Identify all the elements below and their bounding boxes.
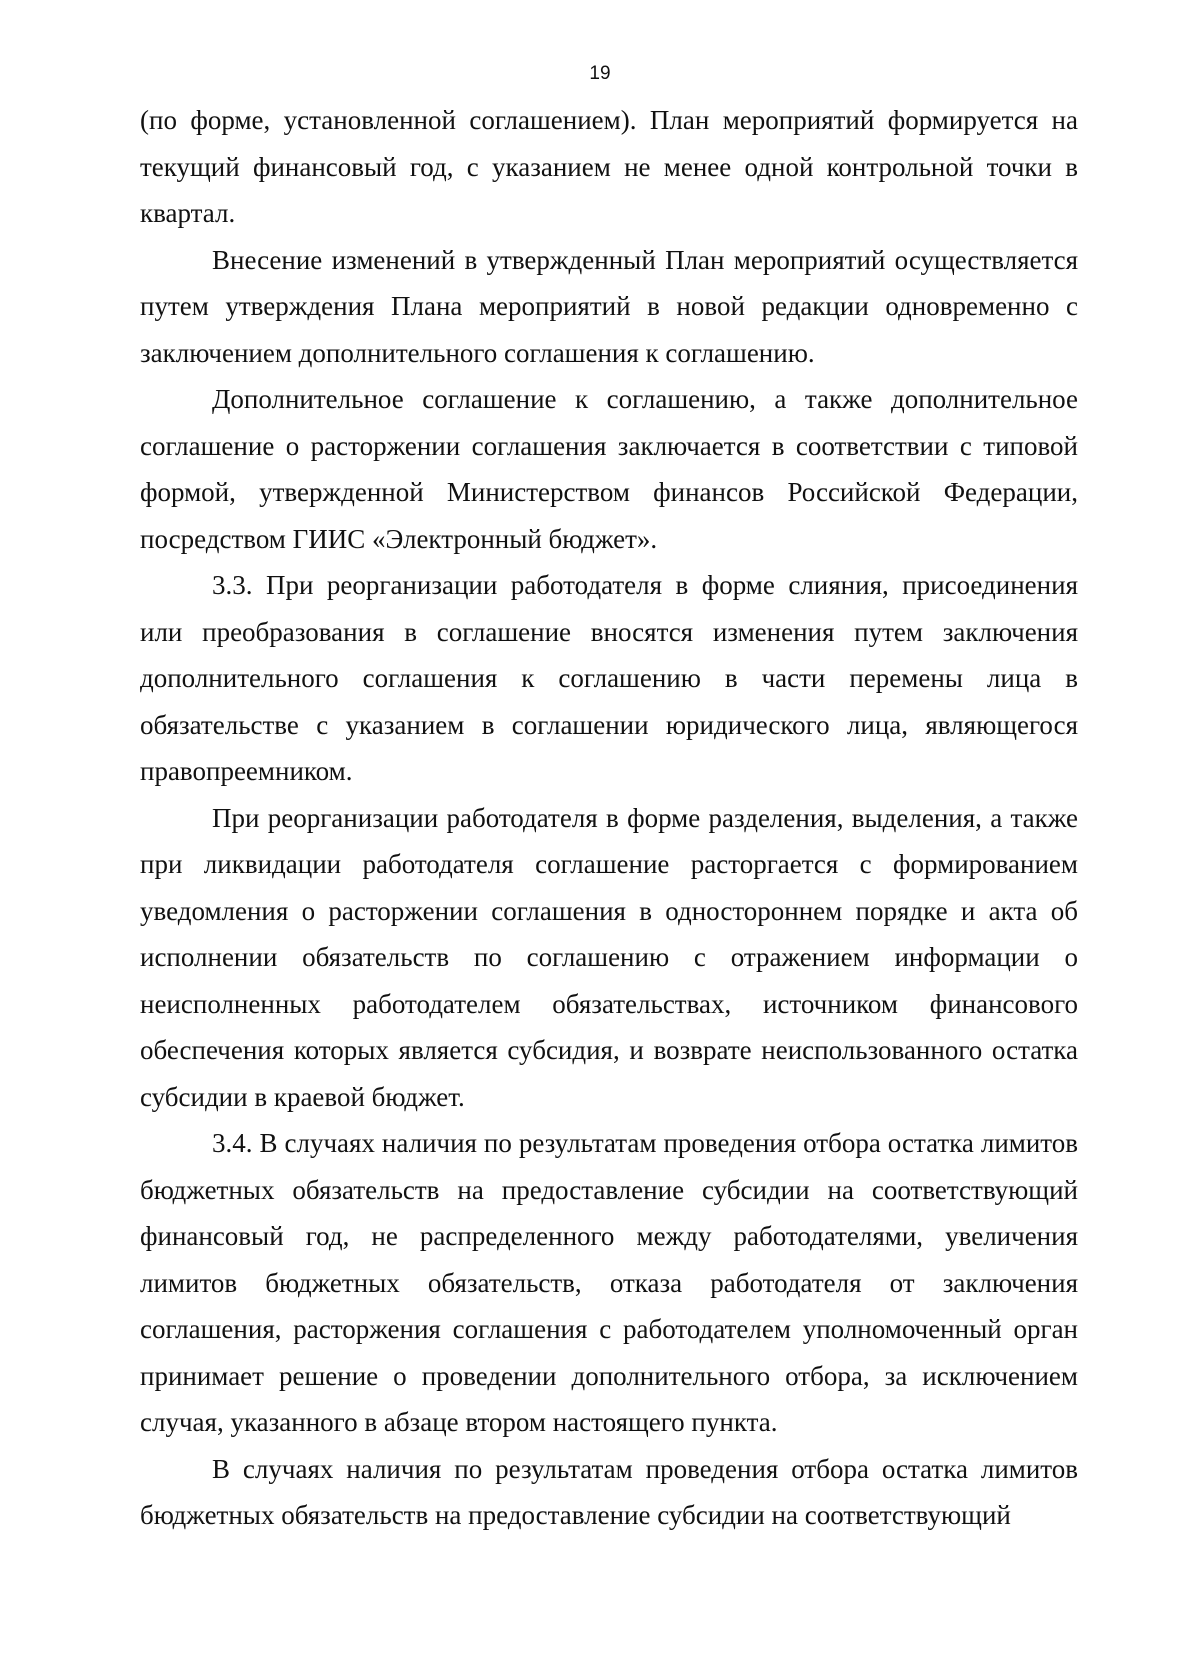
paragraph-3-4: 3.4. В случаях наличия по результатам проведения отбора остатка лимитов бюджетных обязательств на предоставление субсидии на соответствующий финансовый год, не распределенного между работодателями, увеличения лимитов бюджетных обязательств, отказа работодателя от заключения соглашения, расторжения соглашения с работодателем уполномоченный орган принимает решение о проведении дополнительного отбора, за исключением случая, указанного в абзаце втором настоящего пункта. [140, 1128, 1078, 1437]
paragraph-continuation: (по форме, установленной соглашением). План мероприятий формируется на текущий финансовый год, с указанием не менее одной контрольной точки в квартал. [140, 105, 1078, 228]
page-number: 19 [589, 63, 611, 84]
paragraph-reorganization: При реорганизации работодателя в форме разделения, выделения, а также при ликвидации работодателя соглашение расторгается с формированием уведомления о расторжении соглашения в одностороннем порядке и акта об исполнении обязательств по соглашению с отражением информации о неисполненных работодателем обязательствах, источником финансового обеспечения которых является субсидия, и возврате неиспользованного остатка субсидии в краевой бюджет. [140, 802, 1078, 1112]
document-body [140, 97, 1078, 1539]
paragraph-additional-agreement: Дополнительное соглашение к соглашению, а также дополнительное соглашение о расторжении соглашения заключается в соответствии с типовой формой, утвержденной Министерством финансов Российской Федерации, посредством ГИИС «Электронный бюджет». [140, 384, 1078, 554]
paragraph-plan-changes: Внесение изменений в утвержденный План мероприятий осуществляется путем утверждения Плана мероприятий в новой редакции одновременно с заключением дополнительного соглашения к соглашению. [140, 244, 1078, 368]
paragraph-3-3: 3.3. При реорганизации работодателя в форме слияния, присоединения или преобразования в соглашение вносятся изменения путем заключения дополнительного соглашения к соглашению в части перемены лица в обязательстве с указанием в соглашении юридического лица, являющегося правопреемником. [140, 570, 1078, 786]
paragraph-remaining-limits: В случаях наличия по результатам проведения отбора остатка лимитов бюджетных обязательств на предоставление субсидии на соответствующий [140, 1453, 1078, 1530]
